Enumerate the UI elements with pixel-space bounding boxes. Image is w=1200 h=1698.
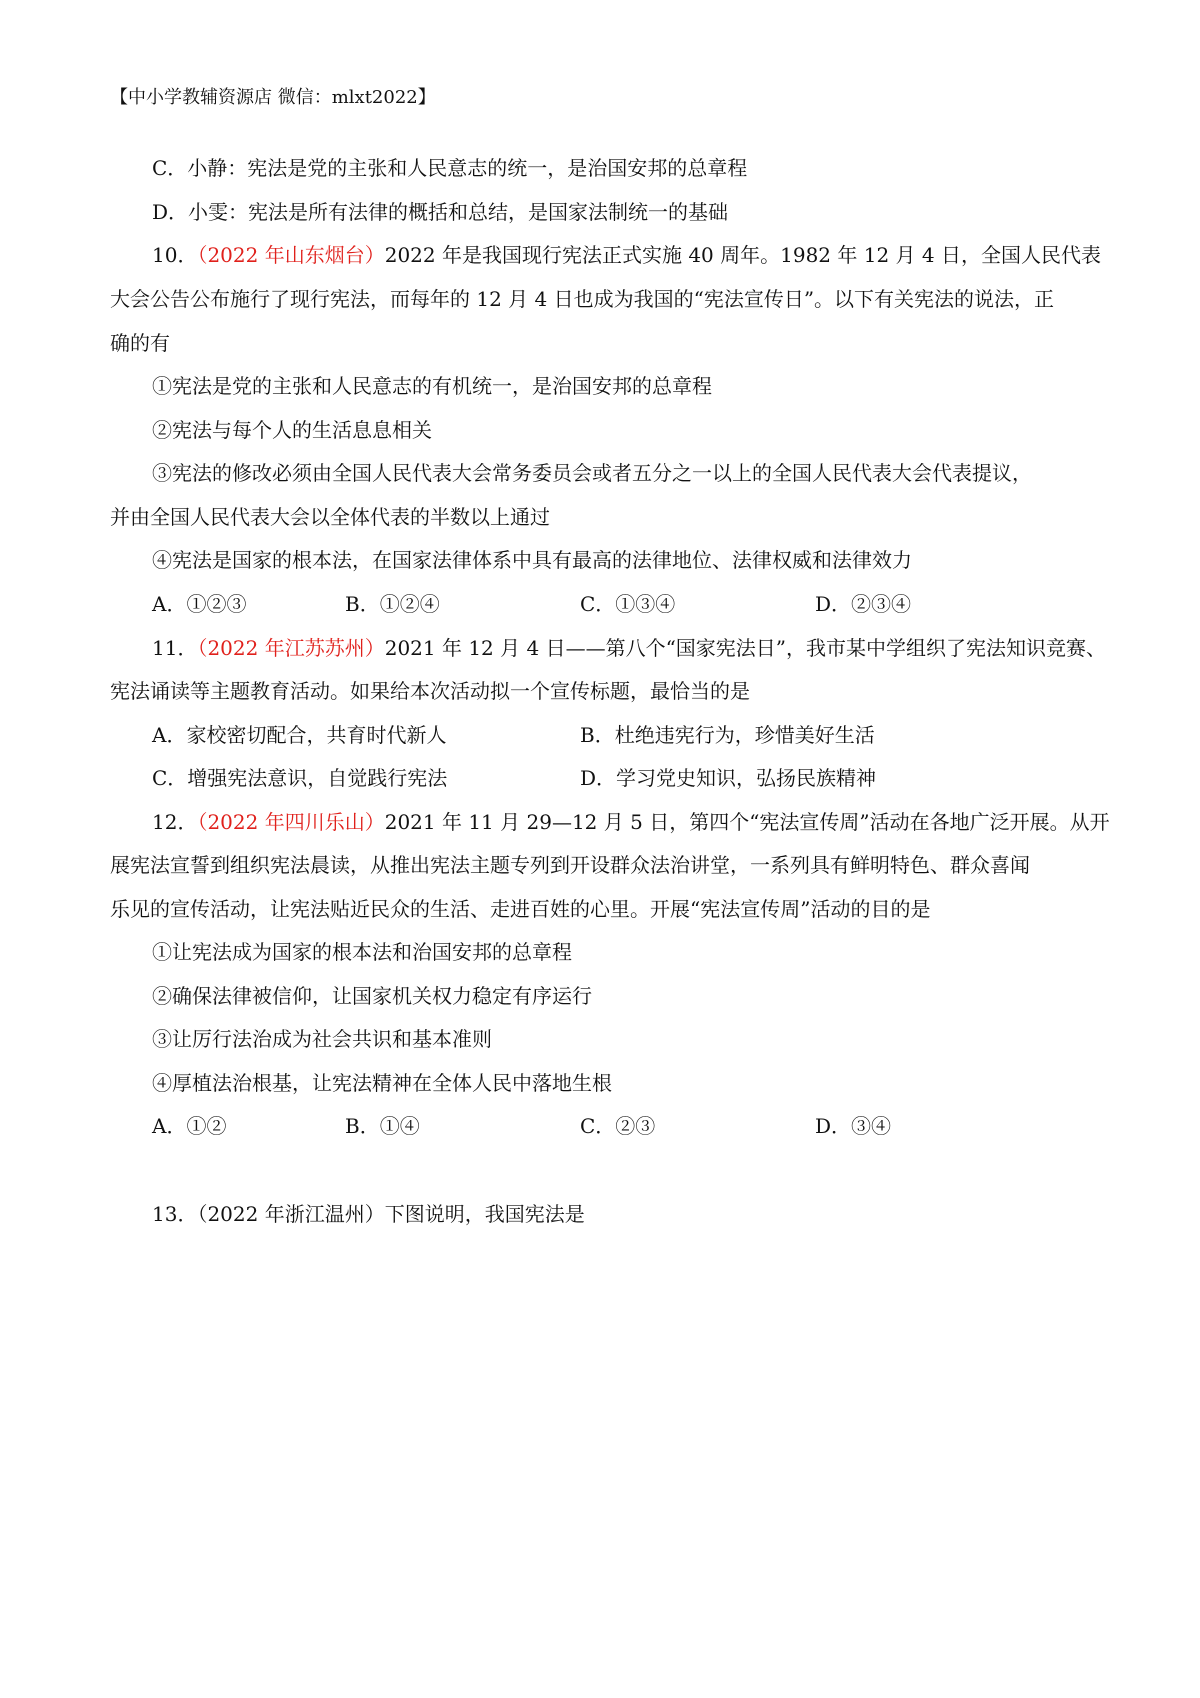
q10-text: 2022 年是我国现行宪法正式实施 40 周年。1982 年 12 月 4 日，全国人民代表: [384, 243, 1101, 267]
q11-option-a: A．家校密切配合，共育时代新人: [152, 723, 447, 747]
q11-option-b: B．杜绝违宪行为，珍惜美好生活: [580, 723, 875, 747]
q10-statement-2: ②宪法与每个人的生活息息相关: [152, 418, 432, 442]
q11-number: 11．: [152, 636, 198, 660]
q12-statement-1: ①让宪法成为国家的根本法和治国安邦的总章程: [152, 940, 572, 964]
q11-option-d: D．学习党史知识，弘扬民族精神: [580, 766, 877, 790]
q12-stem-line3: 乐见的宣传活动，让宪法贴近民众的生活、走进百姓的心里。开展“宪法宣传周”活动的目的是: [110, 897, 931, 921]
q12-statement-3: ③让厉行法治成为社会共识和基本准则: [152, 1027, 492, 1051]
q10-stem-line3: 确的有: [110, 331, 170, 355]
q10-option-a: A．①②③: [152, 592, 247, 616]
q9-option-c: C．小静：宪法是党的主张和人民意志的统一，是治国安邦的总章程: [152, 156, 748, 180]
q10-statement-4: ④宪法是国家的根本法，在国家法律体系中具有最高的法律地位、法律权威和法律效力: [152, 548, 912, 572]
q10-stem-line2: 大会公告公布施行了现行宪法，而每年的 12 月 4 日也成为我国的“宪法宣传日”。以下有关宪法的说法，正: [110, 287, 1055, 311]
q11-option-c: C．增强宪法意识，自觉践行宪法: [152, 766, 448, 790]
q11-stem-line2: 宪法诵读等主题教育活动。如果给本次活动拟一个宣传标题，最恰当的是: [110, 679, 750, 703]
q12-text: 2021 年 11 月 29—12 月 5 日，第四个“宪法宣传周”活动在各地广泛开展。从开: [384, 810, 1110, 834]
q11-text: 2021 年 12 月 4 日——第八个“国家宪法日”，我市某中学组织了宪法知识竞赛、: [384, 636, 1107, 660]
q12-statement-4: ④厚植法治根基，让宪法精神在全体人民中落地生根: [152, 1071, 612, 1095]
q10-statement-1: ①宪法是党的主张和人民意志的有机统一，是治国安邦的总章程: [152, 374, 712, 398]
q10-option-c: C．①③④: [580, 592, 676, 616]
q10-number: 10．: [152, 243, 198, 267]
q11-stem-line1: [152, 634, 1106, 662]
q10-stem-line1: [152, 241, 1101, 269]
q10-option-b: B．①②④: [345, 592, 440, 616]
q10-statement-3: ③宪法的修改必须由全国人民代表大会常务委员会或者五分之一以上的全国人民代表大会代表提议，: [152, 461, 1032, 485]
q11-source: （2022 年江苏苏州）: [197, 636, 385, 660]
q13-stem-line1: 13．（2022 年浙江温州）下图说明，我国宪法是: [152, 1202, 585, 1226]
q9-option-d: D．小雯：宪法是所有法律的概括和总结，是国家法制统一的基础: [152, 200, 729, 224]
page-header: 【中小学教辅资源店 微信：mlxt2022】: [110, 87, 436, 108]
q12-option-d: D．③④: [815, 1114, 892, 1138]
q12-number: 12．: [152, 810, 198, 834]
q10-option-d: D．②③④: [815, 592, 912, 616]
q12-stem-line1: [152, 808, 1110, 836]
q12-source: （2022 年四川乐山）: [197, 810, 385, 834]
q12-stem-line2: 展宪法宣誓到组织宪法晨读，从推出宪法主题专列到开设群众法治讲堂，一系列具有鲜明特色、群众喜闻: [110, 853, 1030, 877]
q10-statement-3-cont: 并由全国人民代表大会以全体代表的半数以上通过: [110, 505, 550, 529]
q12-option-a: A．①②: [152, 1114, 227, 1138]
q12-option-b: B．①④: [345, 1114, 420, 1138]
q12-statement-2: ②确保法律被信仰，让国家机关权力稳定有序运行: [152, 984, 592, 1008]
q10-source: （2022 年山东烟台）: [197, 243, 385, 267]
q12-option-c: C．②③: [580, 1114, 656, 1138]
